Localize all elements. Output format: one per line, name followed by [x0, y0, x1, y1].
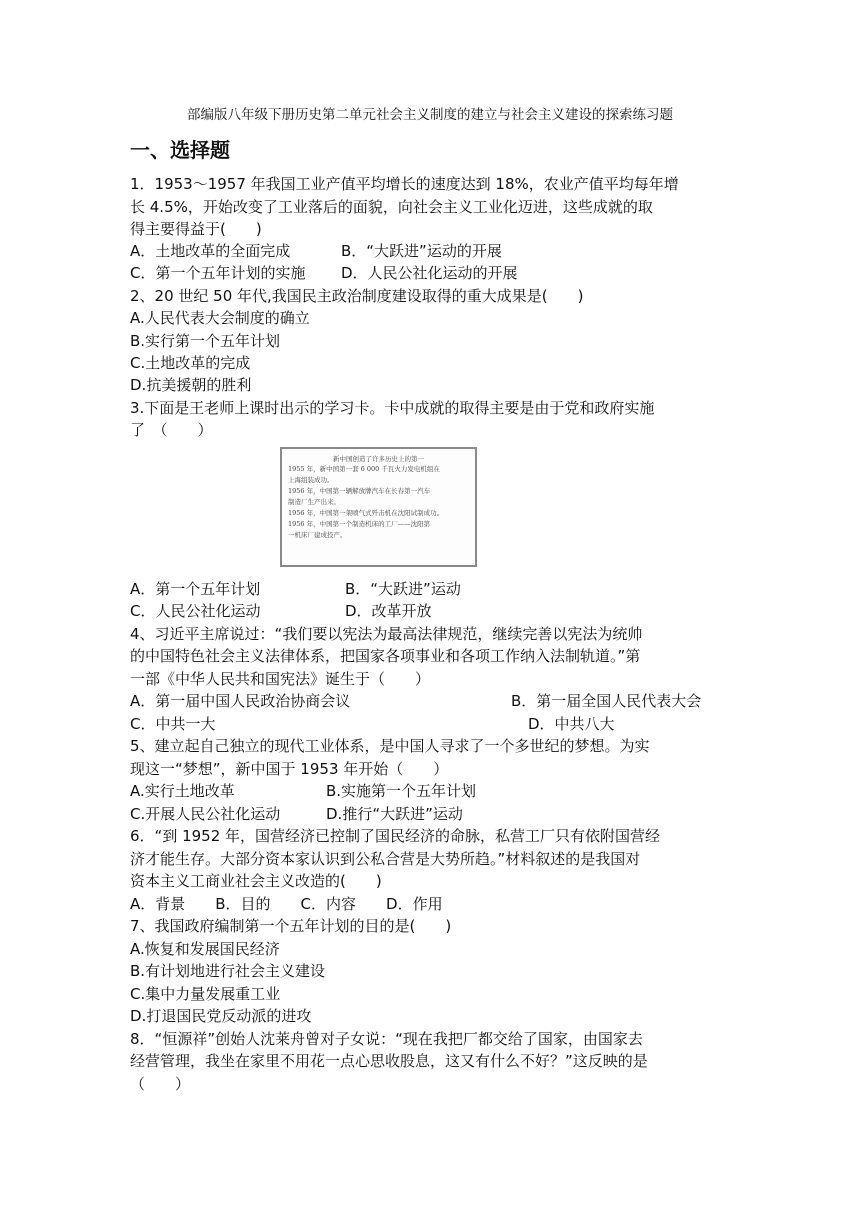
question-1-option-a: A．土地改革的全面完成	[130, 242, 291, 260]
question-7-option-a: A.恢复和发展国民经济	[130, 940, 280, 958]
study-card-line: 上海组装成功。	[288, 476, 334, 484]
question-3-option-d: D．改革开放	[345, 602, 432, 620]
question-2-option-a: A.人民代表大会制度的确立	[130, 309, 310, 327]
question-7-option-c: C.集中力量发展重工业	[130, 985, 281, 1003]
question-3-option-a: A．第一个五年计划	[130, 580, 261, 598]
question-5-option-b: B.实施第一个五年计划	[326, 782, 477, 800]
question-3-line-2: 了 （ ）	[130, 421, 213, 439]
question-4-line-3: 一部《中华人民共和国宪法》诞生于（ ）	[130, 670, 431, 688]
question-4-option-b: B．第一届全国人民代表大会	[511, 692, 702, 710]
question-8-line-3: （ ）	[130, 1075, 191, 1093]
document-title: 部编版八年级下册历史第二单元社会主义制度的建立与社会主义建设的探索练习题	[187, 107, 673, 123]
question-1-option-c: C．第一个五年计划的实施	[130, 264, 306, 282]
question-4-option-d: D．中共八大	[528, 715, 615, 733]
study-card-line: 一机床厂建成投产。	[288, 531, 347, 539]
question-3-line-1: 3.下面是王老师上课时出示的学习卡。卡中成就的取得主要是由于党和政府实施	[130, 399, 655, 417]
study-card-image	[280, 447, 477, 567]
question-1-option-d: D．人民公社化运动的开展	[341, 264, 518, 282]
question-8-line-2: 经营管理，我坐在家里不用花一点心思收股息，这又有什么不好？”这反映的是	[130, 1052, 648, 1070]
question-2-option-b: B.实行第一个五年计划	[130, 332, 281, 350]
question-4-option-a: A．第一届中国人民政治协商会议	[130, 692, 351, 710]
question-1-line-1: 1．1953～1957 年我国工业产值平均增长的速度达到 18%，农业产值平均每年增	[130, 175, 679, 193]
question-6-line-1: 6．“到 1952 年，国营经济已控制了国民经济的命脉，私营工厂只有依附国营经	[130, 827, 661, 845]
section-heading: 一、选择题	[130, 138, 230, 162]
question-5-line-1: 5、建立起自己独立的现代工业体系，是中国人寻求了一个多世纪的梦想。为实	[130, 737, 650, 755]
question-4-line-2: 的中国特色社会主义法律体系，把国家各项事业和各项工作纳入法制轨道。”第	[130, 647, 641, 665]
question-3-option-c: C．人民公社化运动	[130, 602, 261, 620]
study-card-line: 1956 年，中国第一辆解放牌汽车在长春第一汽车	[288, 487, 431, 495]
question-6-line-2: 济才能生存。大部分资本家认识到公私合营是大势所趋。”材料叙述的是我国对	[130, 850, 641, 868]
question-4-line-1: 4、习近平主席说过：“我们要以宪法为最高法律规范，继续完善以宪法为统帅	[130, 625, 643, 643]
question-5-option-c: C.开展人民公社化运动	[130, 805, 281, 823]
question-2-option-c: C.土地改革的完成	[130, 354, 251, 372]
study-card-line: 1956 年，中国第一架喷气式歼击机在沈阳试制成功。	[288, 509, 444, 517]
question-5-option-d: D.推行“大跃进”运动	[326, 805, 463, 823]
study-card-title: 新中国创造了许多历史上的第一	[333, 455, 424, 463]
question-5-line-2: 现这一“梦想”，新中国于 1953 年开始（ ）	[130, 760, 449, 778]
study-card-line: 1956 年，中国第一个制造机床的工厂——沈阳第	[288, 520, 431, 528]
question-5-option-a: A.实行土地改革	[130, 782, 235, 800]
question-8-line-1: 8．“恒源祥”创始人沈莱舟曾对子女说：“现在我把厂都交给了国家，由国家去	[130, 1030, 643, 1048]
question-7-option-b: B.有计划地进行社会主义建设	[130, 962, 326, 980]
question-3-option-b: B．“大跃进”运动	[345, 580, 461, 598]
question-7-option-d: D.打退国民党反动派的进攻	[130, 1007, 312, 1025]
question-1-line-3: 得主要得益于( )	[130, 220, 262, 238]
question-6-options: A．背景 B．目的 C．内容 D．作用	[130, 895, 443, 913]
question-7-stem: 7、我国政府编制第一个五年计划的目的是( )	[130, 917, 452, 935]
question-4-option-c: C．中共一大	[130, 715, 216, 733]
question-2-option-d: D.抗美援朝的胜利	[130, 376, 252, 394]
question-6-line-3: 资本主义工商业社会主义改造的( )	[130, 872, 382, 890]
question-1-option-b: B．“大跃进”运动的开展	[341, 242, 502, 260]
question-2-stem: 2、20 世纪 50 年代,我国民主政治制度建设取得的重大成果是( )	[130, 287, 584, 305]
question-1-line-2: 长 4.5%，开始改变了工业落后的面貌，向社会主义工业化迈进，这些成就的取	[130, 198, 653, 216]
study-card-line: 制造厂生产出来。	[288, 498, 340, 506]
study-card-line: 1955 年，新中国第一套 6 000 千瓦火力发电机组在	[288, 465, 440, 473]
